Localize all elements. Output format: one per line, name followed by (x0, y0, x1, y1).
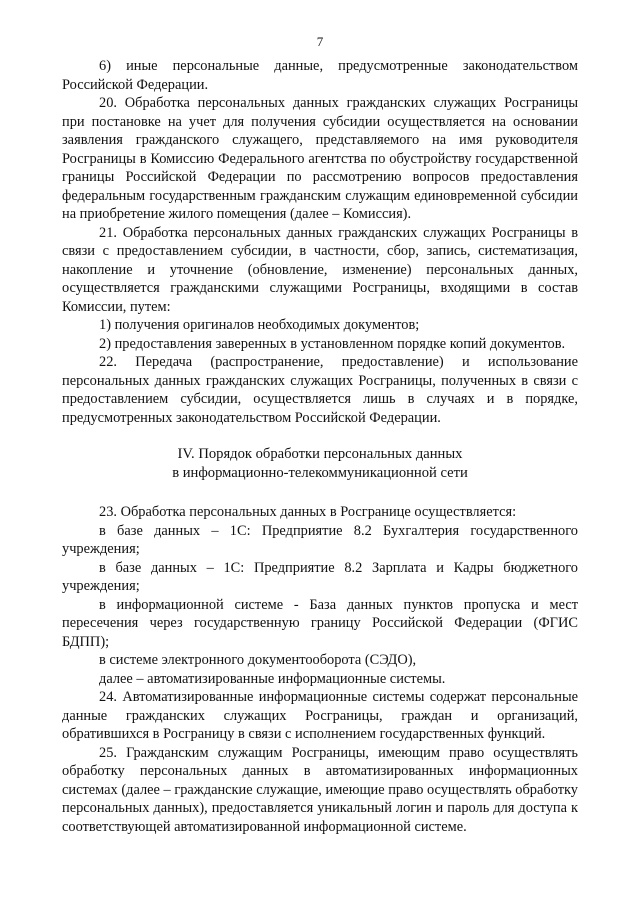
paragraph-21-item-1: 1) получения оригиналов необходимых документов; (99, 317, 420, 333)
paragraph-item-6: 6) иные персональные данные, предусмотренные законодательством Российской Федерации. (62, 58, 578, 93)
section-heading-line-1: IV. Порядок обработки персональных данных (177, 446, 463, 462)
paragraph-23-summary: далее – автоматизированные информационные системы. (99, 670, 446, 687)
document-body (62, 57, 578, 836)
paragraph-23-item-4: в системе электронного документооборота (СЭДО), (99, 652, 417, 668)
page-number: 7 (316, 34, 324, 49)
paragraph-21: 21. Обработка персональных данных гражданских служащих Росграницы в связи с предоставлением субсидии, в частности, сбор, запись, систематизация, накопление и уточнение (обновление, изменение) персональных данных, осуществляется гражданскими служащими Росграницы, входящими в состав Комиссии, путем: (62, 224, 578, 315)
section-heading-line-2: в информационно-телекоммуникационной сети (172, 465, 468, 481)
paragraph-21-item-2: 2) предоставления заверенных в установленном порядке копий документов. (99, 335, 566, 352)
paragraph-23-item-3: в информационной системе - База данных пунктов пропуска и мест пересечения через государственную границу Российской Федерации (ФГИС БДПП); (62, 596, 578, 650)
section-heading (62, 445, 578, 483)
paragraph-23: 23. Обработка персональных данных в Росгранице осуществляется: (99, 504, 517, 520)
paragraph-24: 24. Автоматизированные информационные системы содержат персональные данные гражданских служащих Росграницы, граждан и организаций, обратившихся в Росграницу в связи с исполнением государственных функций. (62, 689, 578, 742)
paragraph-23-item-2: в базе данных – 1С: Предприятие 8.2 Зарплата и Кадры бюджетного учреждения; (62, 559, 578, 594)
paragraph-25: 25. Гражданским служащим Росграницы, имеющим право осуществлять обработку персональных данных в автоматизированных информационных системах (далее – гражданские служащие, имеющие право осуществлять обработку персональных данных), предоставляется уникальный логин и пароль для доступа к соответствующей автоматизированной информационной системе. (62, 744, 578, 835)
paragraph-20: 20. Обработка персональных данных гражданских служащих Росграницы при постановке на учет для получения субсидии осуществляется на основании заявления гражданского служащего, представляемого на имя руководителя Росграницы в Комиссию Федерального агентства по обустройству государственной границы Российской Федерации по рассмотрению вопросов предоставления федеральным государственным гражданским служащим единовременной субсидии на приобретение жилого помещения (далее – Комиссия). (62, 95, 578, 222)
paragraph-23-item-1: в базе данных – 1С: Предприятие 8.2 Бухгалтерия государственного учреждения; (62, 522, 578, 557)
paragraph-22: 22. Передача (распространение, предоставление) и использование персональных данных гражданских служащих Росграницы, полученных в связи с предоставлением субсидии, осуществляется лишь в случаях и в порядке, предусмотренных законодательством Российской Федерации. (62, 354, 578, 426)
